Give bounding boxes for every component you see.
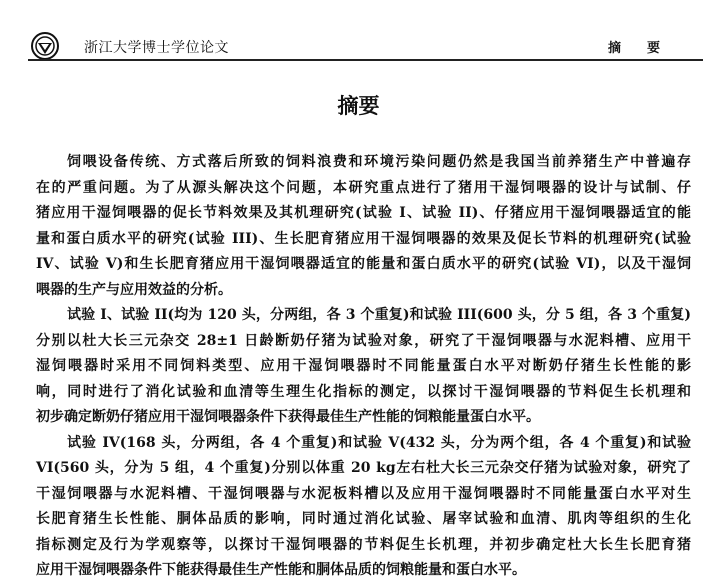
paragraph-line: 饲喂设备传统、方式落后所致的饲料浪费和环境污染问题仍然是我国当前养猪生产中普遍存 (67, 154, 691, 170)
header-rule (28, 59, 703, 61)
paragraph-line: 喂器的生产与应用效益的分析。 (36, 281, 232, 298)
paragraph-line: 应用干湿饲喂器条件下能获得最佳生产性能和胴体品质的饲粮能量和蛋白水平。 (36, 562, 526, 578)
paragraph-line: 量和蛋白质水平的研究(试验 III)、生长肥育猪应用干湿饲喂器的效果及促长节料的机理研究(试验 (36, 230, 691, 247)
running-header-section-char: 摘 (608, 41, 622, 56)
paragraph-line: 试验 I、试验 II(均为 120 头，分两组，各 3 个重复)和试验 III(600 头，分 5 组，各 3 个重复) (67, 307, 691, 323)
running-header-thesis-title: 浙江大学博士学位论文 (84, 40, 229, 56)
paragraph-line: 指标测定及行为学观察等，以探讨干湿饲喂器的节料促生长机理，并初步确定杜大长生长肥育猪 (36, 536, 691, 553)
paragraph-line: 干湿饲喂器与水泥料槽、干湿饲喂器与水泥板料槽以及应用干湿饲喂器时不同能量蛋白水平对生 (36, 485, 691, 502)
running-header-section (608, 37, 686, 56)
paragraph-line: 湿饲喂器时采用不同饲料类型、应用干湿饲喂器时不同能量蛋白水平对断奶仔猪生长性能的影 (36, 358, 691, 374)
paragraph-line: 在的严重问题。为了从源头解决这个问题，本研究重点进行了猪用干湿饲喂器的设计与试制、仔 (36, 179, 691, 196)
running-header-section-char: 要 (647, 41, 661, 56)
page-title: 摘要 (337, 94, 380, 118)
paragraph-line: 试验 IV(168 头，分两组，各 4 个重复)和试验 V(432 头，分为两个组，各 4 个重复)和试验 (67, 434, 691, 451)
paragraph-line: IV、试验 V)和生长肥育猪应用干湿饲喂器适宜的能量和蛋白质水平的研究(试验 VI)，以及干湿饲 (36, 256, 691, 272)
paragraph-line: 分别以杜大长三元杂交 28±1 日龄断奶仔猪为试验对象，研究了干湿饲喂器与水泥料槽、应用干 (36, 332, 691, 349)
paragraph-line: VI(560 头，分为 5 组，4 个重复)分别以体重 20 kg左右杜大长三元杂交仔猪为试验对象，研究了 (36, 460, 691, 476)
abstract-body (36, 150, 691, 584)
university-seal-logo (31, 32, 59, 60)
paragraph-line: 猪应用干湿饲喂器的促长节料效果及其机理研究(试验 I、试验 II)、仔猪应用干湿饲喂器适宜的能 (36, 205, 691, 221)
paragraph-line: 长肥育猪生长性能、胴体品质的影响，同时通过消化试验、屠宰试验和血清、肌肉等组织的生化 (36, 511, 691, 527)
paragraph-line: 响，同时进行了消化试验和血清等生理生化指标的测定，以探讨干湿饲喂器的节料促生长机理和 (36, 383, 691, 400)
paragraph-line: 初步确定断奶仔猪应用干湿饲喂器条件下获得最佳生产性能的饲粮能量蛋白水平。 (36, 409, 540, 425)
